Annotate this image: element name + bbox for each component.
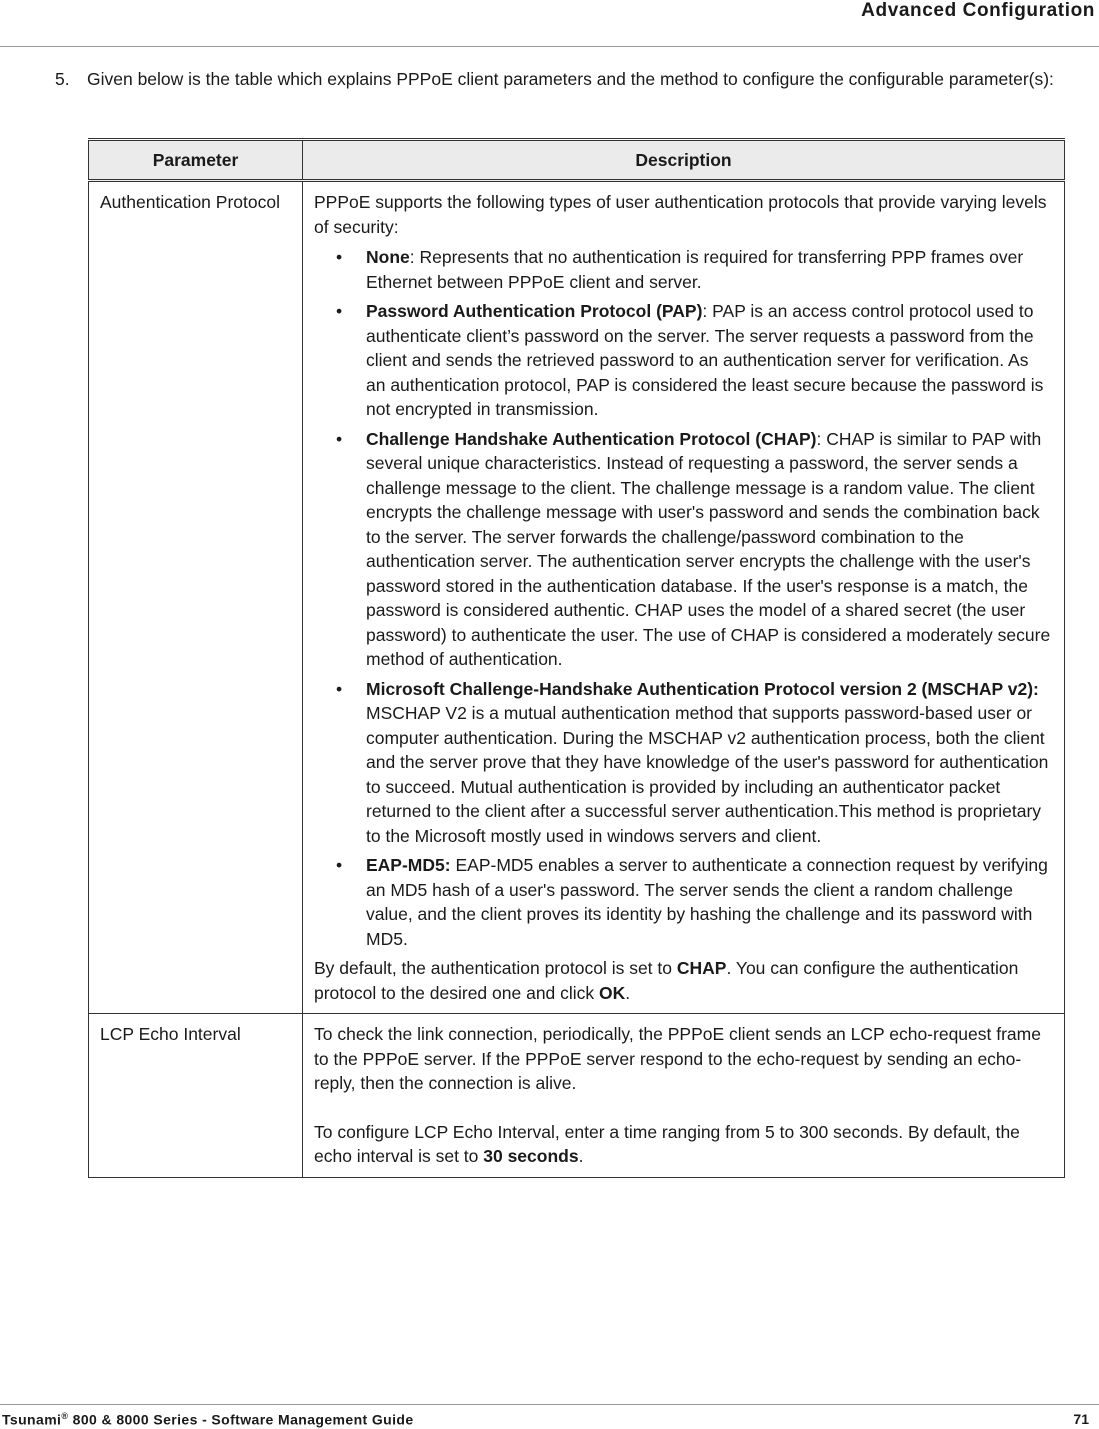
default-note-text: By default, the authentication protocol is set to	[314, 958, 677, 978]
parameter-cell: LCP Echo Interval	[89, 1014, 303, 1178]
table-row-authentication-protocol	[89, 181, 1065, 1014]
item-term: EAP-MD5:	[366, 855, 451, 875]
protocol-list	[314, 245, 1052, 951]
item-text: PAP is an access control protocol used to authenticate client’s password on the server. The server requests a password from the client and sends the retrieved password to an authentication server for verification. As an authentication protocol, PAP is considered the least secure because the password is not encrypted in transmission.	[366, 301, 1044, 419]
item-separator: :	[816, 428, 827, 449]
table-row-lcp-echo-interval	[89, 1014, 1065, 1178]
bullet-icon: •	[336, 428, 343, 449]
item-separator: :	[702, 301, 713, 321]
intro-paragraph	[55, 67, 1089, 91]
guide-name: 800 & 8000 Series - Software Management Guide	[68, 1411, 414, 1428]
default-value: CHAP	[676, 958, 727, 978]
step-number: 5.	[55, 69, 70, 89]
lcp-default-value: 30 seconds	[483, 1146, 579, 1166]
list-item-mschap-v2	[314, 677, 1052, 849]
parameter-table	[88, 138, 1065, 1178]
footer-divider	[0, 1404, 1099, 1405]
item-term: Password Authentication Protocol (PAP)	[366, 301, 703, 321]
lcp-description: To check the link connection, periodically, the PPPoE client sends an LCP echo-request frame to the PPPoE server. If the PPPoE server respond to the echo-request by sending an echo-reply, then the connection is alive.	[314, 1024, 1041, 1093]
item-term: Microsoft Challenge-Handshake Authentication Protocol version 2 (MSCHAP v2):	[366, 678, 1039, 699]
item-text: EAP-MD5 enables a server to authenticate a connection request by verifying an MD5 hash of a user's password. The server sends the client a random challenge value, and the client proves its identity by hashing the challenge and its password with MD5.	[366, 855, 1048, 949]
intro-text: Given below is the table which explains PPPoE client parameters and the method to configure the configurable parameter(s):	[87, 69, 1054, 89]
registered-mark: ®	[61, 1411, 69, 1421]
table-header-row	[89, 140, 1065, 181]
bullet-icon: •	[336, 247, 343, 267]
item-term: Challenge Handshake Authentication Protocol (CHAP)	[366, 428, 817, 449]
item-text: Represents that no authentication is required for transferring PPP frames over Ethernet between PPPoE client and server.	[366, 247, 1024, 292]
parameter-cell: Authentication Protocol	[89, 181, 303, 1014]
bullet-icon: •	[336, 301, 343, 321]
header-divider	[0, 46, 1099, 47]
footer-guide-title	[2, 1411, 414, 1428]
list-item-pap	[314, 299, 1052, 422]
lcp-configure-text: To configure LCP Echo Interval, enter a time ranging from 5 to 300 seconds. By default, the echo interval is set to	[314, 1121, 1020, 1166]
default-note-end: .	[625, 982, 631, 1003]
item-term: None	[366, 247, 410, 267]
default-note-text: . You can configure the authentication protocol to the desired one and click	[314, 958, 1019, 1003]
bullet-icon: •	[336, 855, 343, 875]
item-text: MSCHAP V2 is a mutual authentication method that supports password-based user or computer authentication. During the MSCHAP v2 authentication process, both the client and the server prove that they have knowledge of the user's password for authentication to succeed. Mutual authentication is provided by including an authenticator packet returned to the client after a successful server authentication.This method is proprietary to the Microsoft mostly used in windows servers and client.	[366, 703, 1049, 846]
bullet-icon: •	[336, 678, 343, 699]
item-text: CHAP is similar to PAP with several unique characteristics. Instead of requesting a password, the server sends a challenge message to the client. The challenge message is a random value. The client encrypts the challenge message with user's password and sends the combination back to the server. The server forwards the challenge/password combination to the authentication server. The authentication server encrypts the challenge with the user's password stored in the authentication database. If the user's response is a match, the password is considered authentic. CHAP uses the model of a shared secret (the user password) to authenticate the user. The use of CHAP is considered a moderately secure method of authentication.	[366, 428, 1051, 669]
description-intro: PPPoE supports the following types of user authentication protocols that provide varying levels of security:	[314, 192, 1047, 237]
description-cell	[303, 181, 1065, 1014]
default-note	[314, 956, 1052, 1005]
item-separator: :	[409, 247, 420, 267]
page-number: 71	[1073, 1411, 1089, 1427]
column-header-description: Description	[303, 140, 1065, 181]
list-item-eap-md5	[314, 853, 1052, 951]
lcp-configure-note	[314, 1120, 1052, 1169]
lcp-configure-end: .	[578, 1146, 584, 1166]
list-item-none	[314, 245, 1052, 294]
product-name: Tsunami	[2, 1411, 62, 1428]
header-title: Advanced Configuration	[861, 0, 1095, 21]
ok-button-label: OK	[599, 982, 626, 1003]
list-item-chap	[314, 427, 1052, 672]
paragraph-gap	[314, 1096, 1052, 1120]
column-header-parameter: Parameter	[89, 140, 303, 181]
description-cell	[303, 1014, 1065, 1178]
